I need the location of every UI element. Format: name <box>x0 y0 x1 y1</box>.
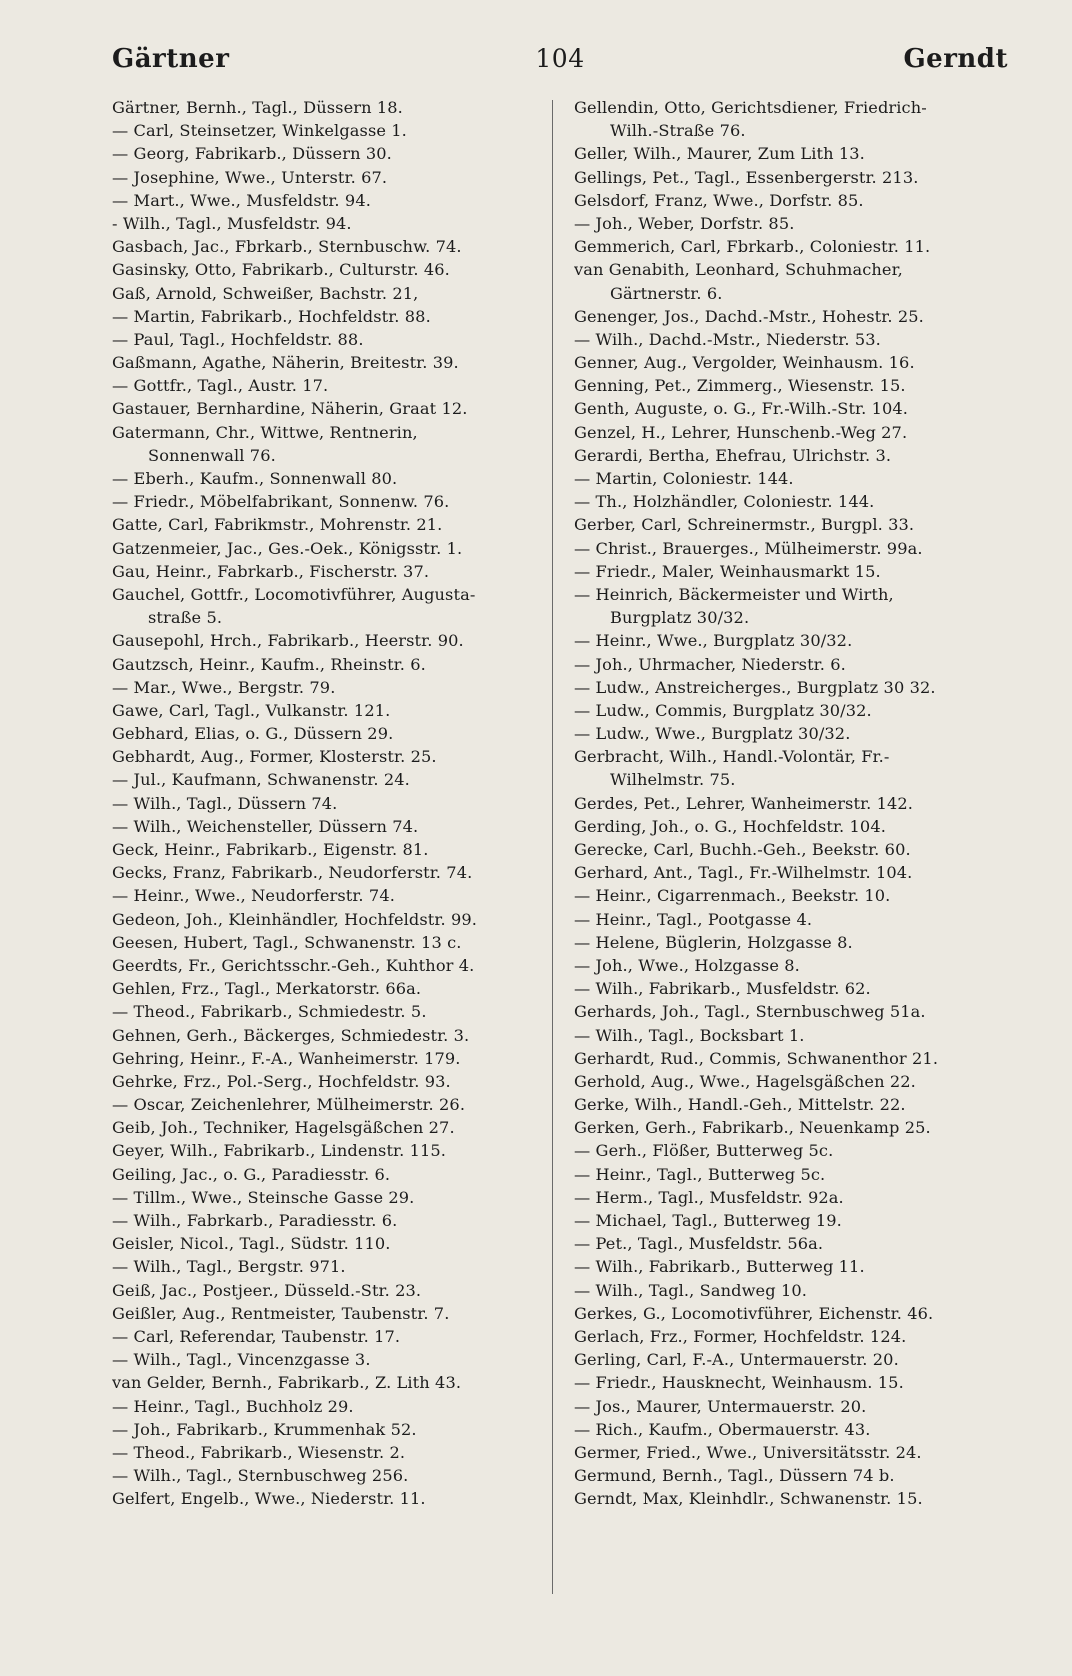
directory-entry: — Josephine, Wwe., Unterstr. 67. <box>112 167 388 187</box>
directory-entry: Gehlen, Frz., Tagl., Merkatorstr. 66a. <box>112 979 422 999</box>
directory-entry: — Friedr., Hausknecht, Weinhausm. 15. <box>574 1373 904 1393</box>
directory-entry: Germer, Fried., Wwe., Universitätsstr. 24. <box>574 1442 922 1462</box>
directory-entry: Gerke, Wilh., Handl.-Geh., Mittelstr. 22. <box>574 1095 906 1115</box>
directory-entry: — Joh., Fabrikarb., Krummenhak 52. <box>112 1419 417 1439</box>
directory-entry: — Tillm., Wwe., Steinsche Gasse 29. <box>112 1187 415 1207</box>
directory-entry: Gedeon, Joh., Kleinhändler, Hochfeldstr. 99. <box>112 909 478 929</box>
directory-entry: Geller, Wilh., Maurer, Zum Lith 13. <box>574 144 865 164</box>
entry-continuation: Gärtnerstr. 6. <box>610 283 723 303</box>
column-divider <box>552 100 553 1594</box>
directory-entry: — Wilh., Tagl., Bergstr. 971. <box>112 1257 346 1277</box>
directory-entry: — Wilh., Fabrkarb., Paradiesstr. 6. <box>112 1211 398 1230</box>
directory-entry: Gerhard, Ant., Tagl., Fr.-Wilhelmstr. 104. <box>574 863 913 883</box>
directory-entry: Gerndt, Max, Kleinhdlr., Schwanenstr. 15. <box>574 1489 923 1509</box>
directory-entry: — Heinr., Wwe., Neudorferstr. 74. <box>112 886 395 906</box>
directory-entry: Gatermann, Chr., Wittwe, Rentnerin, <box>112 422 418 442</box>
directory-entry: — Martin, Fabrikarb., Hochfeldstr. 88. <box>112 306 431 326</box>
directory-entry: Gerhards, Joh., Tagl., Sternbuschweg 51a. <box>574 1002 926 1022</box>
directory-entry: — Christ., Brauerges., Mülheimerstr. 99a. <box>574 538 923 558</box>
directory-entry: van Genabith, Leonhard, Schuhmacher, <box>574 260 903 280</box>
directory-entry: Geiß, Jac., Postjeer., Düsseld.-Str. 23. <box>112 1280 422 1300</box>
directory-entry: Gehrke, Frz., Pol.-Serg., Hochfeldstr. 93. <box>112 1071 451 1091</box>
directory-entry: Genner, Aug., Vergolder, Weinhausm. 16. <box>574 353 915 373</box>
right-column <box>574 96 1012 1596</box>
directory-entry: Gerber, Carl, Schreinermstr., Burgpl. 33. <box>574 515 915 535</box>
directory-entry: Gerken, Gerh., Fabrikarb., Neuenkamp 25. <box>574 1118 931 1138</box>
directory-entry: — Friedr., Maler, Weinhausmarkt 15. <box>574 561 881 581</box>
directory-entry: — Heinr., Tagl., Buchholz 29. <box>112 1396 354 1416</box>
entry-continuation: Sonnenwall 76. <box>148 445 276 465</box>
directory-entry: Gerkes, G., Locomotivführer, Eichenstr. 46. <box>574 1303 934 1323</box>
directory-entry: van Gelder, Bernh., Fabrikarb., Z. Lith 43. <box>112 1373 462 1393</box>
directory-entry: Gerardi, Bertha, Ehefrau, Ulrichstr. 3. <box>574 445 892 465</box>
directory-entry: — Michael, Tagl., Butterweg 19. <box>574 1211 842 1230</box>
directory-entry: — Wilh., Tagl., Vincenzgasse 3. <box>112 1350 371 1370</box>
directory-entry: — Martin, Coloniestr. 144. <box>574 469 794 488</box>
directory-entry: — Theod., Fabrikarb., Schmiedestr. 5. <box>112 1002 427 1022</box>
directory-entry: Gehnen, Gerh., Bäckerges, Schmiedestr. 3. <box>112 1025 470 1045</box>
directory-entry: Genzel, H., Lehrer, Hunschenb.-Weg 27. <box>574 422 908 442</box>
page-number: 104 <box>535 44 585 73</box>
entry-continuation: straße 5. <box>148 608 223 628</box>
directory-entry: — Carl, Referendar, Taubenstr. 17. <box>112 1326 401 1346</box>
directory-entry: Geißler, Aug., Rentmeister, Taubenstr. 7. <box>112 1303 450 1323</box>
directory-entry: Germund, Bernh., Tagl., Düssern 74 b. <box>574 1466 895 1486</box>
directory-entry: — Heinr., Tagl., Pootgasse 4. <box>574 909 813 929</box>
directory-entry: — Heinrich, Bäckermeister und Wirth, <box>574 584 894 604</box>
directory-entry: Geisler, Nicol., Tagl., Südstr. 110. <box>112 1234 391 1254</box>
entry-continuation: Wilh.-Straße 76. <box>610 121 746 141</box>
directory-entry: — Oscar, Zeichenlehrer, Mülheimerstr. 26. <box>112 1095 466 1115</box>
directory-entry: Gärtner, Bernh., Tagl., Düssern 18. <box>112 98 403 117</box>
directory-entry: Gebhardt, Aug., Former, Klosterstr. 25. <box>112 747 437 767</box>
directory-entry: — Wilh., Tagl., Sandweg 10. <box>574 1280 807 1300</box>
running-head-right: Gerndt <box>903 44 1008 74</box>
directory-entry: Gerbracht, Wilh., Handl.-Volontär, Fr.- <box>574 747 890 767</box>
directory-entry: Gatte, Carl, Fabrikmstr., Mohrenstr. 21. <box>112 515 443 535</box>
directory-entry: Gerlach, Frz., Former, Hochfeldstr. 124. <box>574 1326 907 1346</box>
directory-entry: Gelfert, Engelb., Wwe., Niederstr. 11. <box>112 1489 426 1509</box>
directory-entry: — Georg, Fabrikarb., Düssern 30. <box>112 144 392 164</box>
directory-entry: — Mar., Wwe., Bergstr. 79. <box>112 677 336 697</box>
directory-entry: — Gottfr., Tagl., Austr. 17. <box>112 376 329 396</box>
directory-entry: Gasinsky, Otto, Fabrikarb., Culturstr. 46. <box>112 260 450 280</box>
directory-entry: Gawe, Carl, Tagl., Vulkanstr. 121. <box>112 700 391 720</box>
directory-entry: — Wilh., Tagl., Bocksbart 1. <box>574 1025 805 1045</box>
directory-entry: — Rich., Kaufm., Obermauerstr. 43. <box>574 1419 871 1439</box>
directory-entry: — Friedr., Möbelfabrikant, Sonnenw. 76. <box>112 492 450 512</box>
directory-entry: Geyer, Wilh., Fabrikarb., Lindenstr. 115. <box>112 1141 447 1161</box>
directory-entry: Gasbach, Jac., Fbrkarb., Sternbuschw. 74. <box>112 237 462 257</box>
directory-entry: — Ludw., Commis, Burgplatz 30/32. <box>574 700 872 720</box>
directory-entry: — Wilh., Tagl., Sternbuschweg 256. <box>112 1466 409 1486</box>
directory-entry: Gerecke, Carl, Buchh.-Geh., Beekstr. 60. <box>574 840 911 859</box>
directory-entry: Genenger, Jos., Dachd.-Mstr., Hohestr. 25. <box>574 306 924 326</box>
directory-entry: - Wilh., Tagl., Musfeldstr. 94. <box>112 213 352 233</box>
directory-entry: Gellendin, Otto, Gerichtsdiener, Friedrich- <box>574 98 927 117</box>
directory-entry: — Heinr., Tagl., Butterweg 5c. <box>574 1164 826 1184</box>
directory-entry: — Joh., Wwe., Holzgasse 8. <box>574 955 800 975</box>
directory-entry: — Ludw., Wwe., Burgplatz 30/32. <box>574 724 851 744</box>
directory-entry: Gerling, Carl, F.-A., Untermauerstr. 20. <box>574 1350 899 1370</box>
directory-entry: Gelsdorf, Franz, Wwe., Dorfstr. 85. <box>574 190 864 210</box>
directory-entry: — Joh., Uhrmacher, Niederstr. 6. <box>574 654 846 674</box>
directory-entry: — Wilh., Fabrikarb., Butterweg 11. <box>574 1257 865 1277</box>
directory-entry: — Pet., Tagl., Musfeldstr. 56a. <box>574 1234 824 1254</box>
directory-entry: Gausepohl, Hrch., Fabrikarb., Heerstr. 90. <box>112 631 464 651</box>
directory-entry: — Wilh., Weichensteller, Düssern 74. <box>112 816 419 836</box>
directory-entry: Gerding, Joh., o. G., Hochfeldstr. 104. <box>574 816 886 836</box>
directory-entry: Genth, Auguste, o. G., Fr.-Wilh.-Str. 104. <box>574 399 909 419</box>
directory-entry: — Heinr., Cigarrenmach., Beekstr. 10. <box>574 886 891 906</box>
directory-entry: Gastauer, Bernhardine, Näherin, Graat 12. <box>112 399 468 419</box>
directory-entry: Gellings, Pet., Tagl., Essenbergerstr. 213. <box>574 167 919 187</box>
directory-entry: Geck, Heinr., Fabrikarb., Eigenstr. 81. <box>112 840 429 859</box>
directory-entry: Gau, Heinr., Fabrkarb., Fischerstr. 37. <box>112 561 430 581</box>
directory-entry: — Th., Holzhändler, Coloniestr. 144. <box>574 492 875 512</box>
entry-continuation: Wilhelmstr. 75. <box>610 770 736 790</box>
directory-entry: — Ludw., Anstreicherges., Burgplatz 30 32. <box>574 677 936 697</box>
directory-entry: Gebhard, Elias, o. G., Düssern 29. <box>112 724 394 744</box>
left-column <box>112 96 550 1596</box>
directory-entry: — Herm., Tagl., Musfeldstr. 92a. <box>574 1187 844 1207</box>
directory-entry: — Helene, Büglerin, Holzgasse 8. <box>574 932 853 952</box>
directory-entry: Geesen, Hubert, Tagl., Schwanenstr. 13 c. <box>112 932 462 952</box>
directory-entry: — Gerh., Flößer, Butterweg 5c. <box>574 1141 834 1161</box>
directory-entry: Geerdts, Fr., Gerichtsschr.-Geh., Kuhthor 4. <box>112 955 475 975</box>
directory-entry: — Paul, Tagl., Hochfeldstr. 88. <box>112 329 364 349</box>
directory-entry: — Mart., Wwe., Musfeldstr. 94. <box>112 190 371 210</box>
directory-entry: Gatzenmeier, Jac., Ges.-Oek., Königsstr. 1. <box>112 538 463 558</box>
running-head-left: Gärtner <box>112 44 230 74</box>
directory-entry: — Heinr., Wwe., Burgplatz 30/32. <box>574 631 853 651</box>
page-header <box>112 44 1008 84</box>
directory-entry: Gauchel, Gottfr., Locomotivführer, Augusta- <box>112 584 476 604</box>
directory-entry: Gaßmann, Agathe, Näherin, Breitestr. 39. <box>112 353 459 373</box>
directory-entry: Gerdes, Pet., Lehrer, Wanheimerstr. 142. <box>574 793 914 813</box>
directory-entry: — Carl, Steinsetzer, Winkelgasse 1. <box>112 121 407 141</box>
directory-entry: Gecks, Franz, Fabrikarb., Neudorferstr. 74. <box>112 863 473 883</box>
directory-entry: Gautzsch, Heinr., Kaufm., Rheinstr. 6. <box>112 654 426 674</box>
directory-entry: — Eberh., Kaufm., Sonnenwall 80. <box>112 469 398 488</box>
entry-continuation: Burgplatz 30/32. <box>610 608 750 628</box>
directory-entry: Gaß, Arnold, Schweißer, Bachstr. 21, <box>112 283 419 303</box>
directory-entry: — Theod., Fabrikarb., Wiesenstr. 2. <box>112 1442 406 1462</box>
directory-entry: Gerhold, Aug., Wwe., Hagelsgäßchen 22. <box>574 1071 916 1091</box>
directory-entry: Geiling, Jac., o. G., Paradiesstr. 6. <box>112 1164 391 1184</box>
directory-entry: Genning, Pet., Zimmerg., Wiesenstr. 15. <box>574 376 906 396</box>
directory-entry: — Wilh., Dachd.-Mstr., Niederstr. 53. <box>574 329 881 349</box>
directory-entry: Gehring, Heinr., F.-A., Wanheimerstr. 179. <box>112 1048 461 1068</box>
directory-entry: — Wilh., Tagl., Düssern 74. <box>112 793 338 813</box>
directory-entry: — Jul., Kaufmann, Schwanenstr. 24. <box>112 770 410 790</box>
directory-entry: — Joh., Weber, Dorfstr. 85. <box>574 213 795 233</box>
directory-entry: — Wilh., Fabrikarb., Musfeldstr. 62. <box>574 979 871 999</box>
directory-entry: Gemmerich, Carl, Fbrkarb., Coloniestr. 11. <box>574 237 931 257</box>
directory-entry: Gerhardt, Rud., Commis, Schwanenthor 21. <box>574 1048 939 1068</box>
directory-entry: — Jos., Maurer, Untermauerstr. 20. <box>574 1396 867 1416</box>
directory-entry: Geib, Joh., Techniker, Hagelsgäßchen 27. <box>112 1118 455 1138</box>
